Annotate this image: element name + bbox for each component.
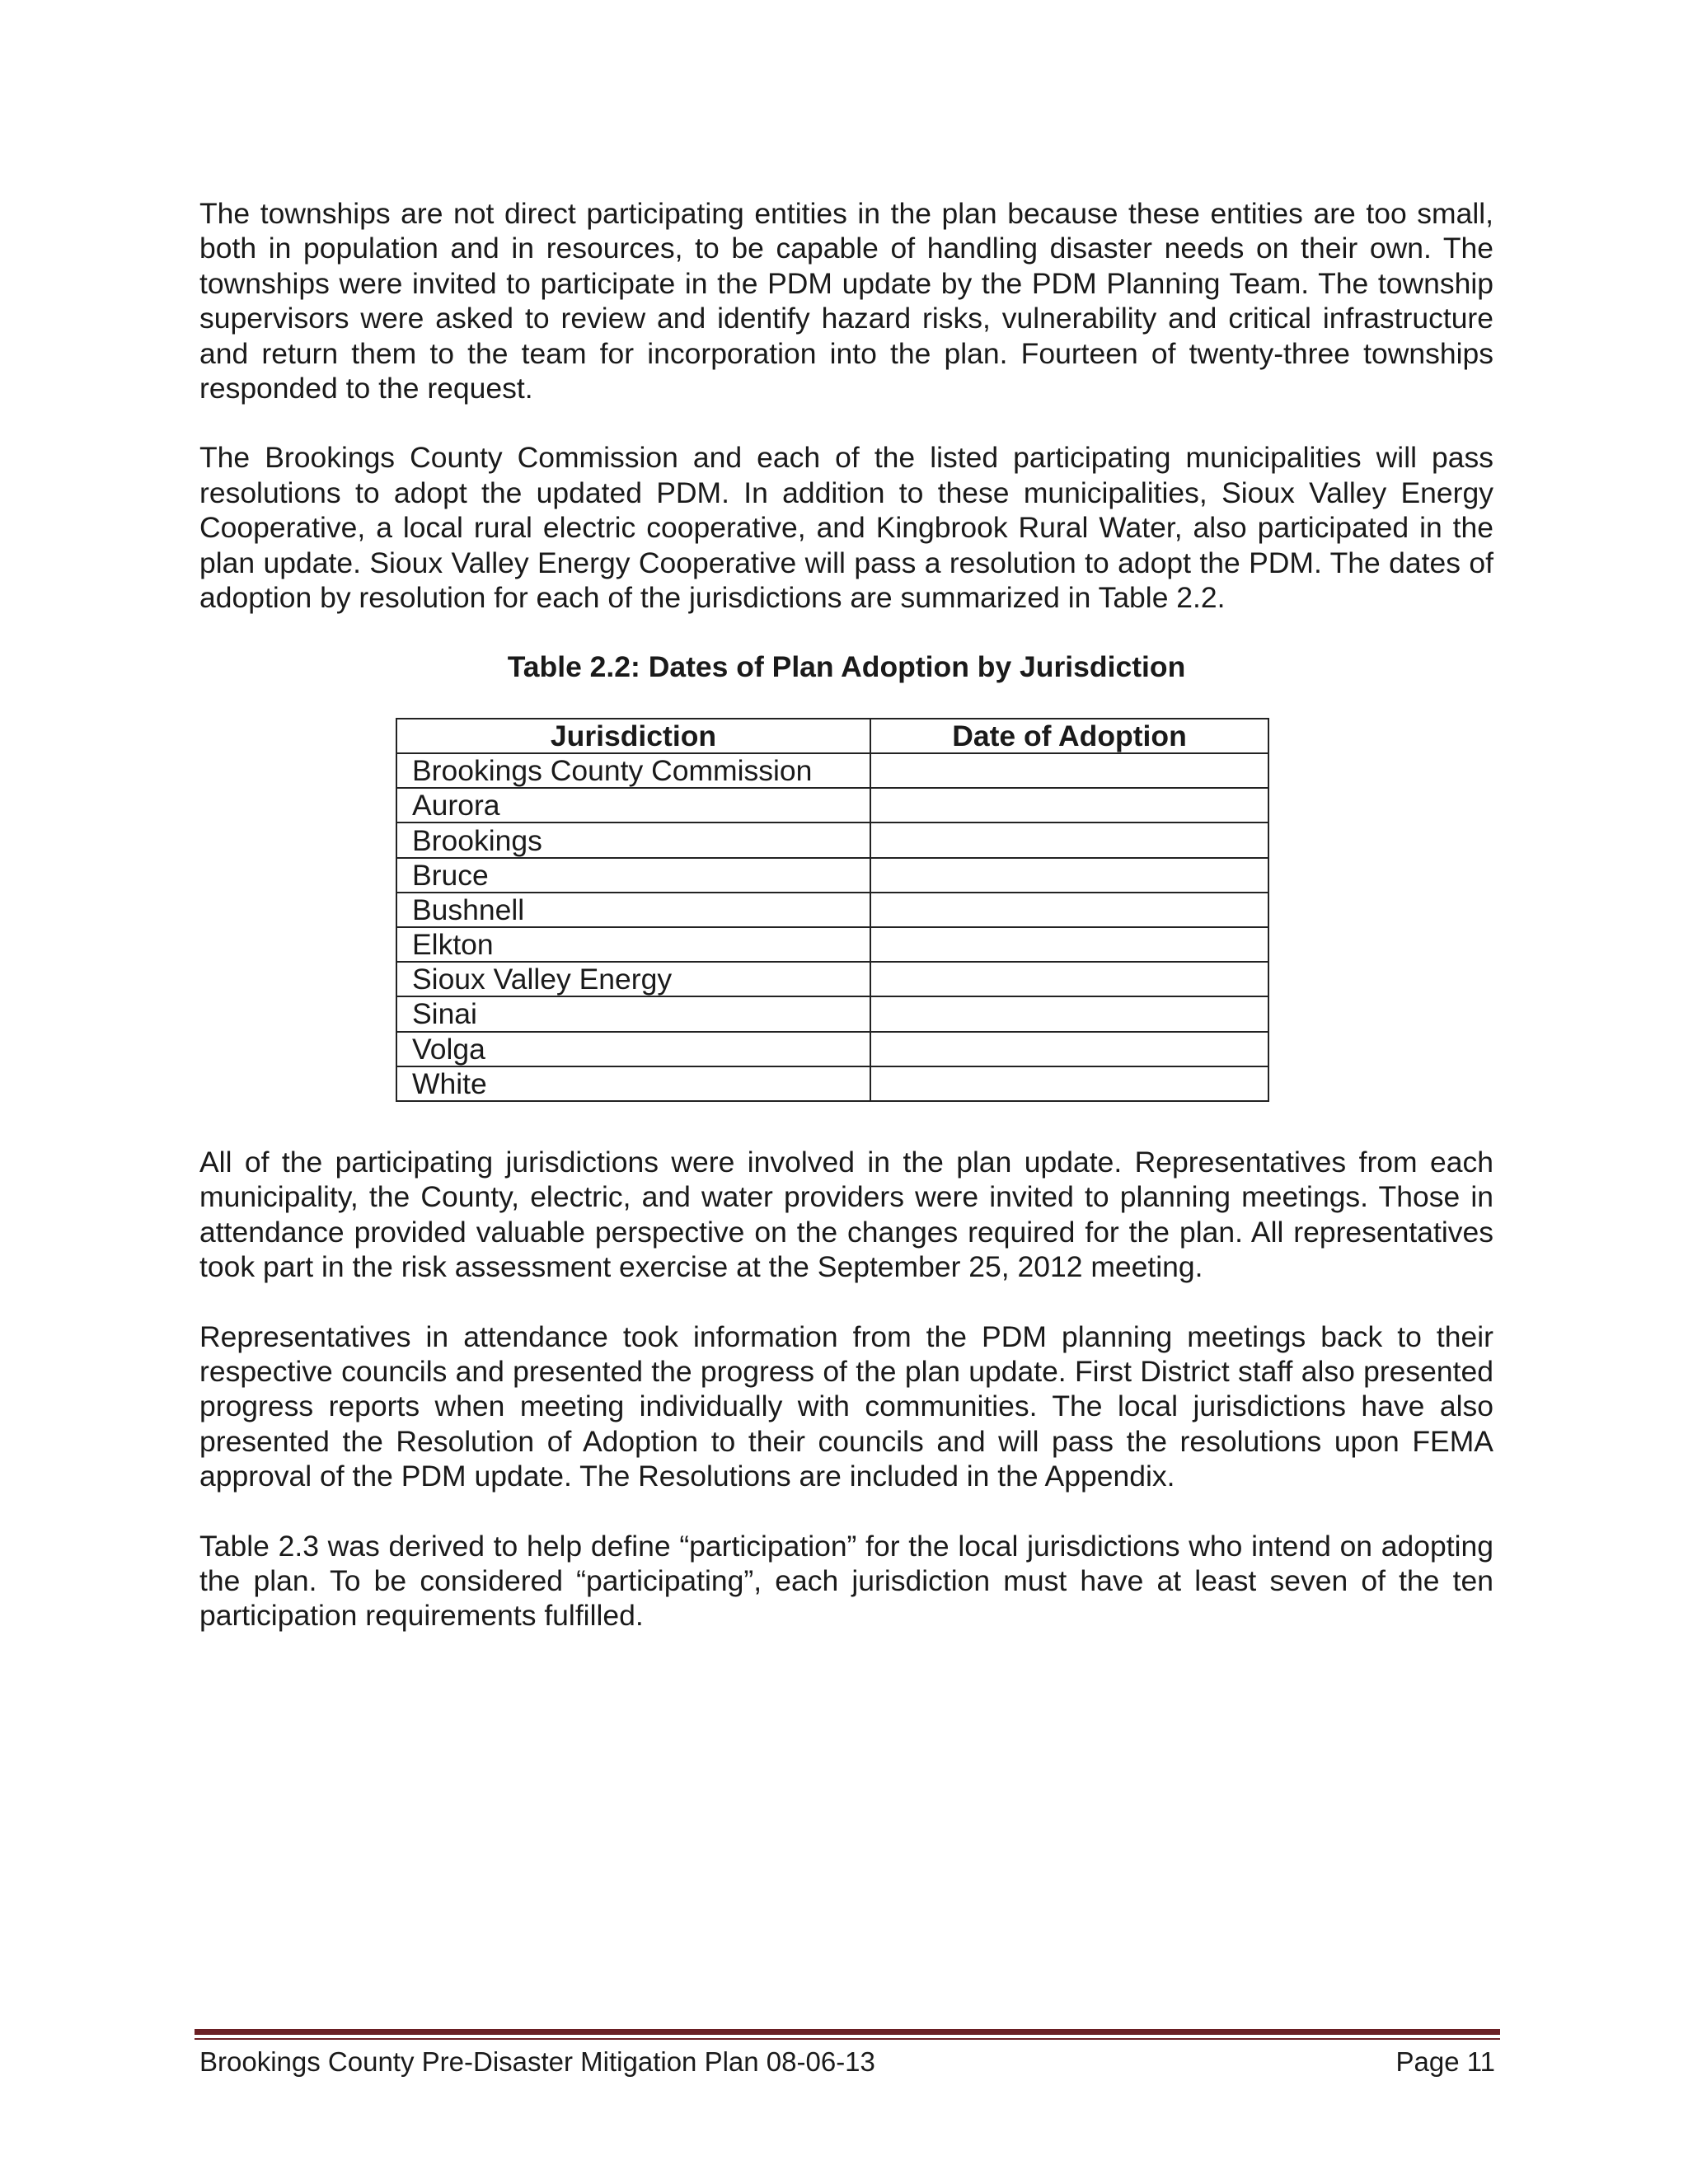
jurisdiction-cell: White [396,1066,870,1101]
adoption-table-wrapper [396,718,1269,1102]
paragraph-commission: The Brookings County Commission and each of the listed participating municipalities will pass resolutions to adopt the updated PDM. In addition to these municipalities, Sioux Valley Energy Cooperative, a local rural electric cooperative, and Kingbrook Rural Water, also participated in the plan update. Sioux Valley Energy Cooperative will pass a resolution to adopt the PDM. The dates of adoption by resolution for each of the jurisdictions are summarized in Table 2.2. [199,441,1493,615]
footer-rule-thick [195,2029,1500,2035]
date-cell [870,962,1268,996]
jurisdiction-cell: Sinai [396,996,870,1031]
table-row [396,893,1268,927]
date-cell [870,823,1268,857]
jurisdiction-cell: Volga [396,1032,870,1066]
table-row [396,858,1268,893]
table-row [396,962,1268,996]
adoption-table [396,718,1269,1102]
paragraph-townships: The townships are not direct participating entities in the plan because these entities are too small, both in population and in resources, to be capable of handling disaster needs on their own. The townships were invited to participate in the PDM update by the PDM Planning Team. The township supervisors were asked to review and identify hazard risks, vulnerability and critical infrastructure and return them to the team for incorporation into the plan. Fourteen of twenty-three townships responded to the request. [199,197,1493,405]
table-header-row [396,719,1268,753]
date-cell [870,753,1268,788]
table-row [396,753,1268,788]
table-row [396,1066,1268,1101]
table-row [396,996,1268,1031]
column-header-jurisdiction: Jurisdiction [396,719,870,753]
paragraph-representatives: Representatives in attendance took information from the PDM planning meetings back to their respective councils and presented the progress of the plan update. First District staff also presented progress reports when meeting individually with communities. The local jurisdictions have also presented the Resolution of Adoption to their councils and will pass the resolutions upon FEMA approval of the PDM update. The Resolutions are included in the Appendix. [199,1319,1493,1493]
page-footer [199,2046,1495,2079]
paragraph-involvement: All of the participating jurisdictions were involved in the plan update. Representatives from each municipality, the County, electric, and water providers were invited to planning meetings. Those in attendance provided valuable perspective on the changes required for the plan. All representatives took part in the risk assessment exercise at the September 25, 2012 meeting. [199,1145,1493,1284]
date-cell [870,858,1268,893]
footer-document-title: Brookings County Pre-Disaster Mitigation Plan 08-06-13 [199,2046,875,2077]
jurisdiction-cell: Aurora [396,788,870,823]
date-cell [870,927,1268,962]
date-cell [870,1066,1268,1101]
jurisdiction-cell: Sioux Valley Energy [396,962,870,996]
date-cell [870,788,1268,823]
jurisdiction-cell: Elkton [396,927,870,962]
page-content [199,196,1493,1633]
footer-rule-thin [195,2038,1500,2040]
table-row [396,823,1268,857]
jurisdiction-cell: Brookings County Commission [396,753,870,788]
jurisdiction-cell: Bushnell [396,893,870,927]
table-caption: Table 2.2: Dates of Plan Adoption by Jurisdiction [507,650,1186,684]
date-cell [870,893,1268,927]
column-header-date: Date of Adoption [870,719,1268,753]
jurisdiction-cell: Bruce [396,858,870,893]
table-row [396,927,1268,962]
jurisdiction-cell: Brookings [396,823,870,857]
table-row [396,1032,1268,1066]
table-row [396,788,1268,823]
post-table-section [199,1145,1493,1633]
date-cell [870,1032,1268,1066]
date-cell [870,996,1268,1031]
paragraph-table-2-3: Table 2.3 was derived to help define “participation” for the local jurisdictions who intend on adopting the plan. To be considered “participating”, each jurisdiction must have at least seven of the ten participation requirements fulfilled. [199,1529,1493,1633]
footer-page-number: Page 11 [1395,2046,1495,2077]
